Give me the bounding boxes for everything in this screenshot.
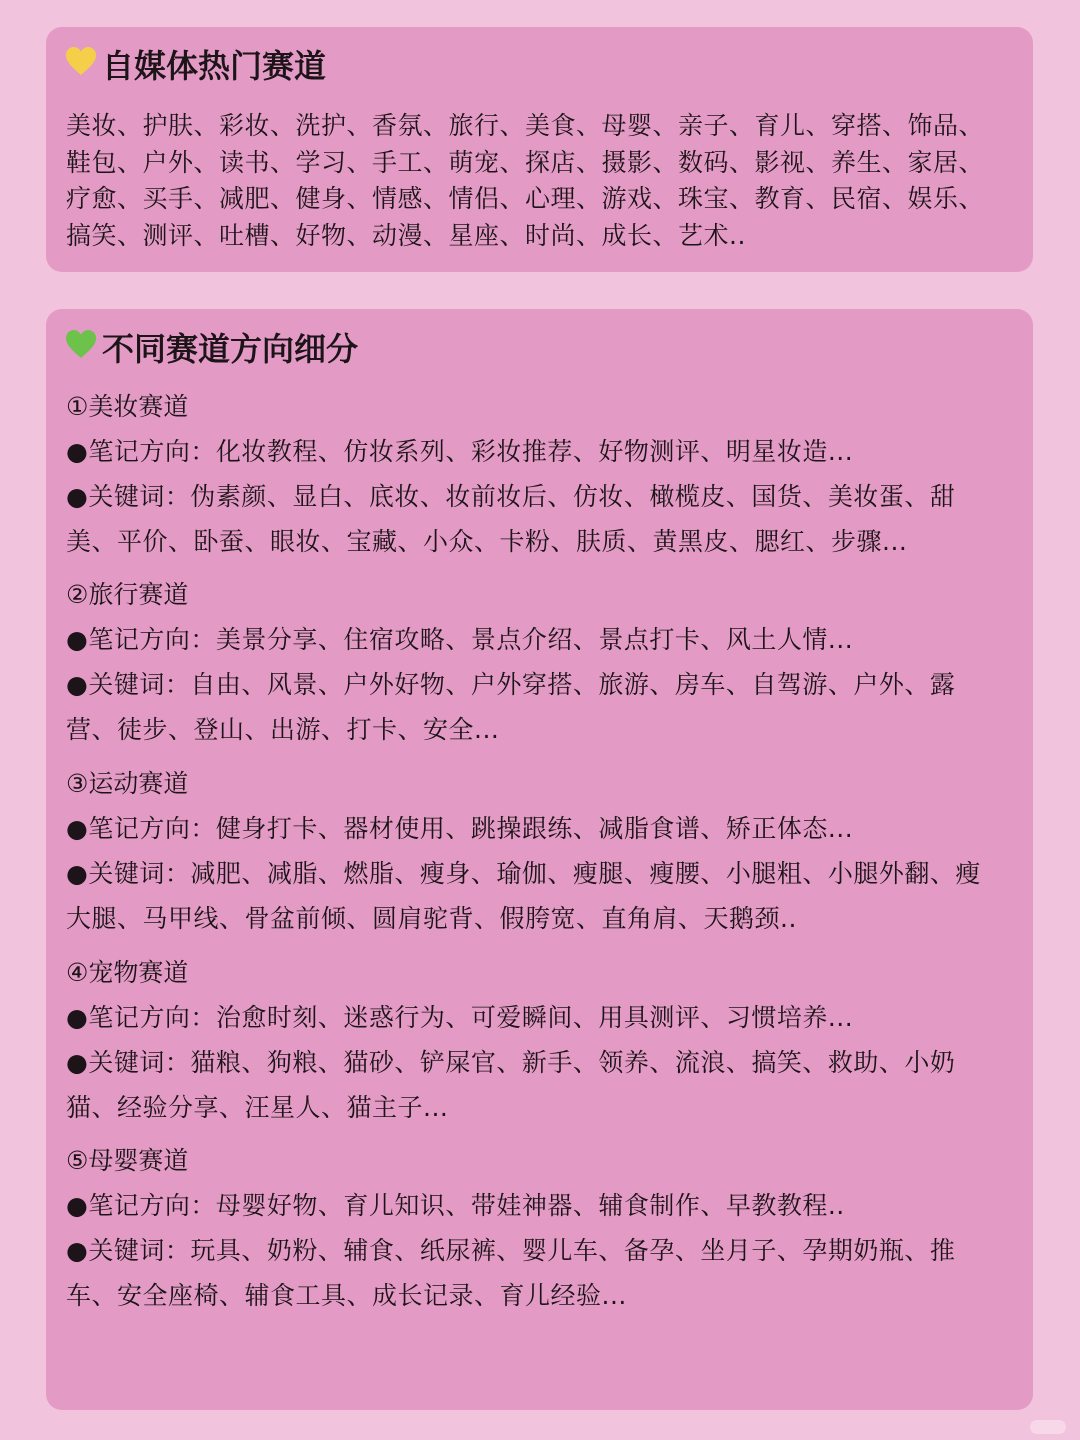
track-heading-pets: ④宠物赛道: [66, 958, 189, 987]
track-heading-sports: ③运动赛道: [66, 769, 189, 798]
track-heading-makeup: ①美妆赛道: [66, 392, 189, 421]
track-heading-travel: ②旅行赛道: [66, 580, 189, 609]
track-keywords-travel: ●关键词：自由、风景、户外好物、户外穿搭、旅游、房车、自驾游、户外、露营、徒步、登山、出游、打卡、安全...: [66, 670, 956, 744]
track-keywords-makeup: ●关键词：伪素颜、显白、底妆、妆前妆后、仿妆、橄榄皮、国货、美妆蛋、甜美、平价、卧蚕、眼妆、宝藏、小众、卡粉、肤质、黄黑皮、腮红、步骤...: [66, 482, 956, 556]
track-breakdown-title: [64, 328, 358, 369]
hot-tracks-list: 美妆、护肤、彩妆、洗护、香氛、旅行、美食、母婴、亲子、育儿、穿搭、饰品、鞋包、户外、读书、学习、手工、萌宠、探店、摄影、数码、影视、养生、家居、疗愈、买手、减肥、健身、情感、情侣、心理、游戏、珠宝、教育、民宿、娱乐、搞笑、测评、吐槽、好物、动漫、星座、时尚、成长、艺术..: [66, 111, 985, 250]
track-direction-pets: ●笔记方向：治愈时刻、迷惑行为、可爱瞬间、用具测评、习惯培养...: [66, 1003, 854, 1032]
track-breakdown-title-text: 不同赛道方向细分: [102, 329, 359, 368]
track-keywords-pets: ●关键词：猫粮、狗粮、猫砂、铲屎官、新手、领养、流浪、搞笑、救助、小奶猫、经验分享、汪星人、猫主子...: [66, 1048, 956, 1122]
track-heading-maternity: ⑤母婴赛道: [66, 1146, 189, 1175]
yellow-heart-icon: [64, 45, 102, 86]
track-keywords-sports: ●关键词：减肥、减脂、燃脂、瘦身、瑜伽、瘦腿、瘦腰、小腿粗、小腿外翻、瘦大腿、马甲线、骨盆前倾、圆肩驼背、假胯宽、直角肩、天鹅颈..: [66, 859, 981, 933]
track-direction-maternity: ●笔记方向：母婴好物、育儿知识、带娃神器、辅食制作、早教教程..: [66, 1191, 845, 1220]
green-heart-icon: [64, 328, 102, 369]
track-direction-sports: ●笔记方向：健身打卡、器材使用、跳操跟练、减脂食谱、矫正体态...: [66, 814, 854, 843]
track-direction-makeup: ●笔记方向：化妆教程、仿妆系列、彩妆推荐、好物测评、明星妆造...: [66, 437, 854, 466]
hot-tracks-title-text: 自媒体热门赛道: [102, 46, 327, 85]
hot-tracks-title: [64, 45, 326, 86]
track-direction-travel: ●笔记方向：美景分享、住宿攻略、景点介绍、景点打卡、风土人情...: [66, 625, 854, 654]
track-keywords-maternity: ●关键词：玩具、奶粉、辅食、纸尿裤、婴儿车、备孕、坐月子、孕期奶瓶、推车、安全座椅、辅食工具、成长记录、育儿经验...: [66, 1236, 956, 1310]
corner-watermark: [1030, 1420, 1066, 1434]
